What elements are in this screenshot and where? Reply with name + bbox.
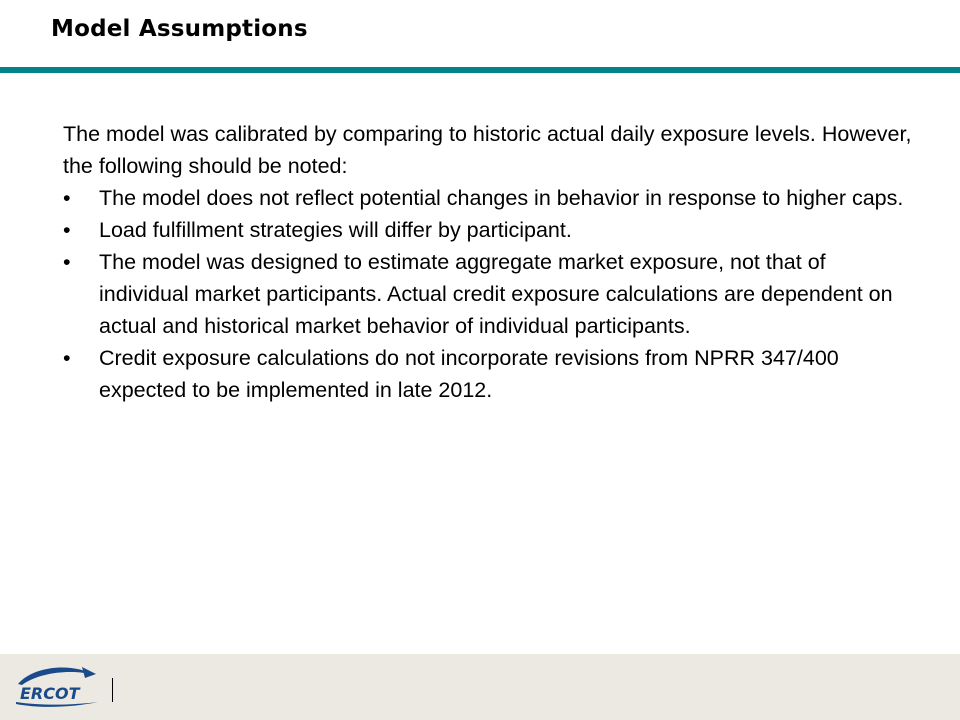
bullet-item [63, 182, 913, 214]
bullet-icon: • [63, 250, 71, 274]
bullet-item [63, 342, 913, 406]
bullet-text: The model does not reflect potential changes in behavior in response to higher caps. [99, 186, 904, 210]
logo-text: ERCOT [20, 684, 80, 703]
bullet-item [63, 214, 913, 246]
bullet-icon: • [63, 218, 71, 242]
ercot-logo [12, 662, 102, 708]
bullet-text: Load fulfillment strategies will differ by participant. [99, 218, 572, 242]
footer-divider [112, 678, 113, 702]
slide-title: Model Assumptions [51, 16, 308, 42]
bullet-icon: • [63, 186, 71, 210]
footer-bar [0, 654, 960, 720]
bullet-text: Credit exposure calculations do not incorporate revisions from NPRR 347/400 expected to be implemented in late 2012. [99, 346, 839, 402]
bullet-list [63, 182, 913, 406]
slide-body [63, 118, 913, 406]
intro-paragraph: The model was calibrated by comparing to historic actual daily exposure levels. However, the following should be noted: [63, 122, 912, 178]
bullet-text: The model was designed to estimate aggregate market exposure, not that of individual market participants. Actual credit exposure calculations are dependent on actual and historical market behavior of individual participants. [99, 250, 893, 338]
bullet-icon: • [63, 346, 71, 370]
header-rule [0, 67, 960, 73]
bullet-item [63, 246, 913, 342]
